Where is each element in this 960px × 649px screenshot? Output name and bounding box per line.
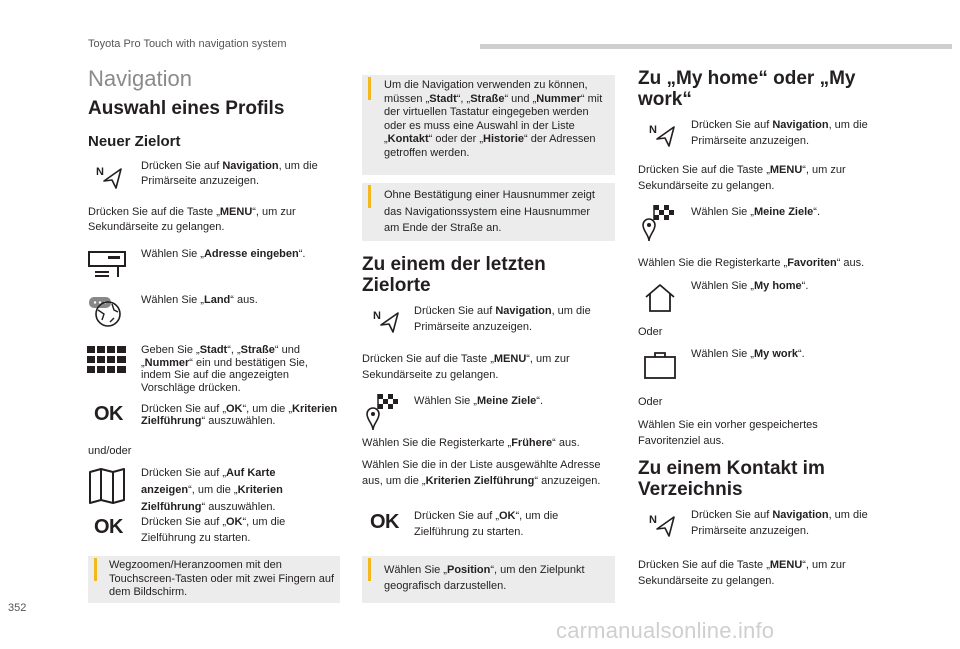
col2-note-required bbox=[362, 75, 615, 175]
col3-tab-step: Wählen Sie die Registerkarte „Favoriten“ aus. bbox=[638, 257, 865, 269]
svg-text:N: N bbox=[649, 514, 657, 526]
info-marker-icon bbox=[94, 561, 97, 581]
col3-previous-favorite-step: Wählen Sie ein vorher gespeichertes Favoritenziel aus. bbox=[638, 419, 818, 447]
col2-list-step: Wählen Sie die in der Liste ausgewählte Adresse aus, um die „Kriterien Zielführung“ anzuzeigen. bbox=[362, 459, 601, 487]
keyboard-icon bbox=[87, 346, 127, 374]
my-destinations-icon bbox=[366, 394, 402, 430]
heading-profile: Auswahl eines Profils bbox=[88, 98, 285, 119]
and-or-text: und/oder bbox=[88, 445, 132, 457]
svg-text:N: N bbox=[373, 310, 381, 322]
col2-tab-step: Wählen Sie die Registerkarte „Frühere“ aus. bbox=[362, 437, 580, 449]
navigation-icon bbox=[95, 164, 125, 190]
work-icon bbox=[643, 350, 677, 380]
info-marker-icon bbox=[368, 80, 371, 100]
col1-menu-step: Drücken Sie auf die Taste „MENU“, um zur Sekundärseite zu gelangen. bbox=[88, 206, 296, 233]
col2-note-position bbox=[362, 556, 615, 603]
col3-menu-step: Drücken Sie auf die Taste „MENU“, um zur Sekundärseite zu gelangen. bbox=[638, 164, 846, 192]
col1-map-step: Drücken Sie auf „Auf Karte anzeigen“, um die „Kriterien Zielführung“ auszuwählen. bbox=[141, 467, 283, 513]
col3-destinations-step: Wählen Sie „Meine Ziele“. bbox=[691, 206, 821, 218]
heading-my-home-work: Zu „My home“ oder „My work“ bbox=[638, 68, 856, 110]
or-text: Oder bbox=[638, 396, 663, 408]
col1-nav-step: Drücken Sie auf Navigation, um die Primärseite anzuzeigen. bbox=[141, 160, 318, 187]
col1-country-step: Wählen Sie „Land“ aus. bbox=[141, 294, 258, 306]
ok-icon: OK bbox=[94, 516, 123, 538]
col1-ok-start-step: Drücken Sie auf „OK“, um die Zielführung zu starten. bbox=[141, 516, 286, 544]
col3-work-step: Wählen Sie „My work“. bbox=[691, 348, 805, 360]
col2-nav-step: Drücken Sie auf Navigation, um die Primärseite anzuzeigen. bbox=[414, 305, 591, 333]
col1-ok-step: Drücken Sie auf „OK“, um die „Kriterien Zielführung“ auszuwählen. bbox=[141, 403, 338, 427]
ok-icon: OK bbox=[94, 403, 123, 425]
header-title: Toyota Pro Touch with navigation system bbox=[88, 38, 287, 50]
col2-note-position-text: Wählen Sie „Position“, um den Zielpunkt geografisch darzustellen. bbox=[384, 564, 585, 592]
navigation-icon bbox=[372, 308, 402, 334]
or-text: Oder bbox=[638, 326, 663, 338]
info-marker-icon bbox=[368, 188, 371, 208]
col2-ok-step: Drücken Sie auf „OK“, um die Zielführung zu starten. bbox=[414, 510, 559, 538]
map-icon bbox=[89, 468, 125, 504]
home-icon bbox=[643, 283, 677, 313]
my-destinations-icon bbox=[642, 205, 678, 241]
navigation-icon bbox=[648, 512, 678, 538]
col3-menu-step-2: Drücken Sie auf die Taste „MENU“, um zur Sekundärseite zu gelangen. bbox=[638, 559, 846, 587]
svg-text:N: N bbox=[96, 166, 104, 178]
col1-address-step: Wählen Sie „Adresse eingeben“. bbox=[141, 248, 306, 260]
watermark: carmanualsonline.info bbox=[556, 618, 775, 643]
subheading-new-destination: Neuer Zielort bbox=[88, 133, 181, 150]
col3-nav-step-2: Drücken Sie auf Navigation, um die Primärseite anzuzeigen. bbox=[691, 509, 868, 537]
col1-note bbox=[88, 556, 340, 603]
col2-note-housenumber-text: Ohne Bestätigung einer Hausnummer zeigt das Navigationssystem eine Hausnummer am Ende der Straße an. bbox=[384, 189, 595, 234]
col2-menu-step: Drücken Sie auf die Taste „MENU“, um zur Sekundärseite zu gelangen. bbox=[362, 353, 570, 381]
country-icon bbox=[88, 296, 124, 328]
col2-note-required-text: Um die Navigation verwenden zu können, müssen „Stadt“, „Straße“ und „Nummer“ mit der virtuellen Tastatur eingegeben werden oder es muss eine Auswahl in der Liste „Kontakt“ oder der „Historie“ der Adressen getroffen werden. bbox=[384, 79, 603, 159]
header-divider bbox=[480, 44, 952, 49]
info-marker-icon bbox=[368, 561, 371, 581]
col1-note-text: Wegzoomen/Heranzoomen mit den Touchscreen-Tasten oder mit zwei Fingern auf dem Bildschirm. bbox=[109, 559, 334, 598]
ok-icon: OK bbox=[370, 511, 399, 533]
col2-destinations-step: Wählen Sie „Meine Ziele“. bbox=[414, 395, 544, 407]
heading-last-destinations: Zu einem der letzten Zielorte bbox=[362, 254, 546, 296]
col1-keyboard-step: Geben Sie „Stadt“, „Straße“ und „Nummer“ ein und bestätigen Sie, indem Sie auf die angezeigten Vorschläge drücken. bbox=[141, 344, 308, 394]
col3-home-step: Wählen Sie „My home“. bbox=[691, 280, 809, 292]
col3-nav-step: Drücken Sie auf Navigation, um die Primärseite anzuzeigen. bbox=[691, 119, 868, 147]
navigation-icon bbox=[648, 122, 678, 148]
address-entry-icon bbox=[88, 248, 126, 278]
heading-contact: Zu einem Kontakt im Verzeichnis bbox=[638, 458, 825, 500]
section-title: Navigation bbox=[88, 66, 192, 91]
svg-text:N: N bbox=[649, 124, 657, 136]
col2-note-housenumber bbox=[362, 183, 615, 241]
page-number: 352 bbox=[8, 602, 27, 614]
